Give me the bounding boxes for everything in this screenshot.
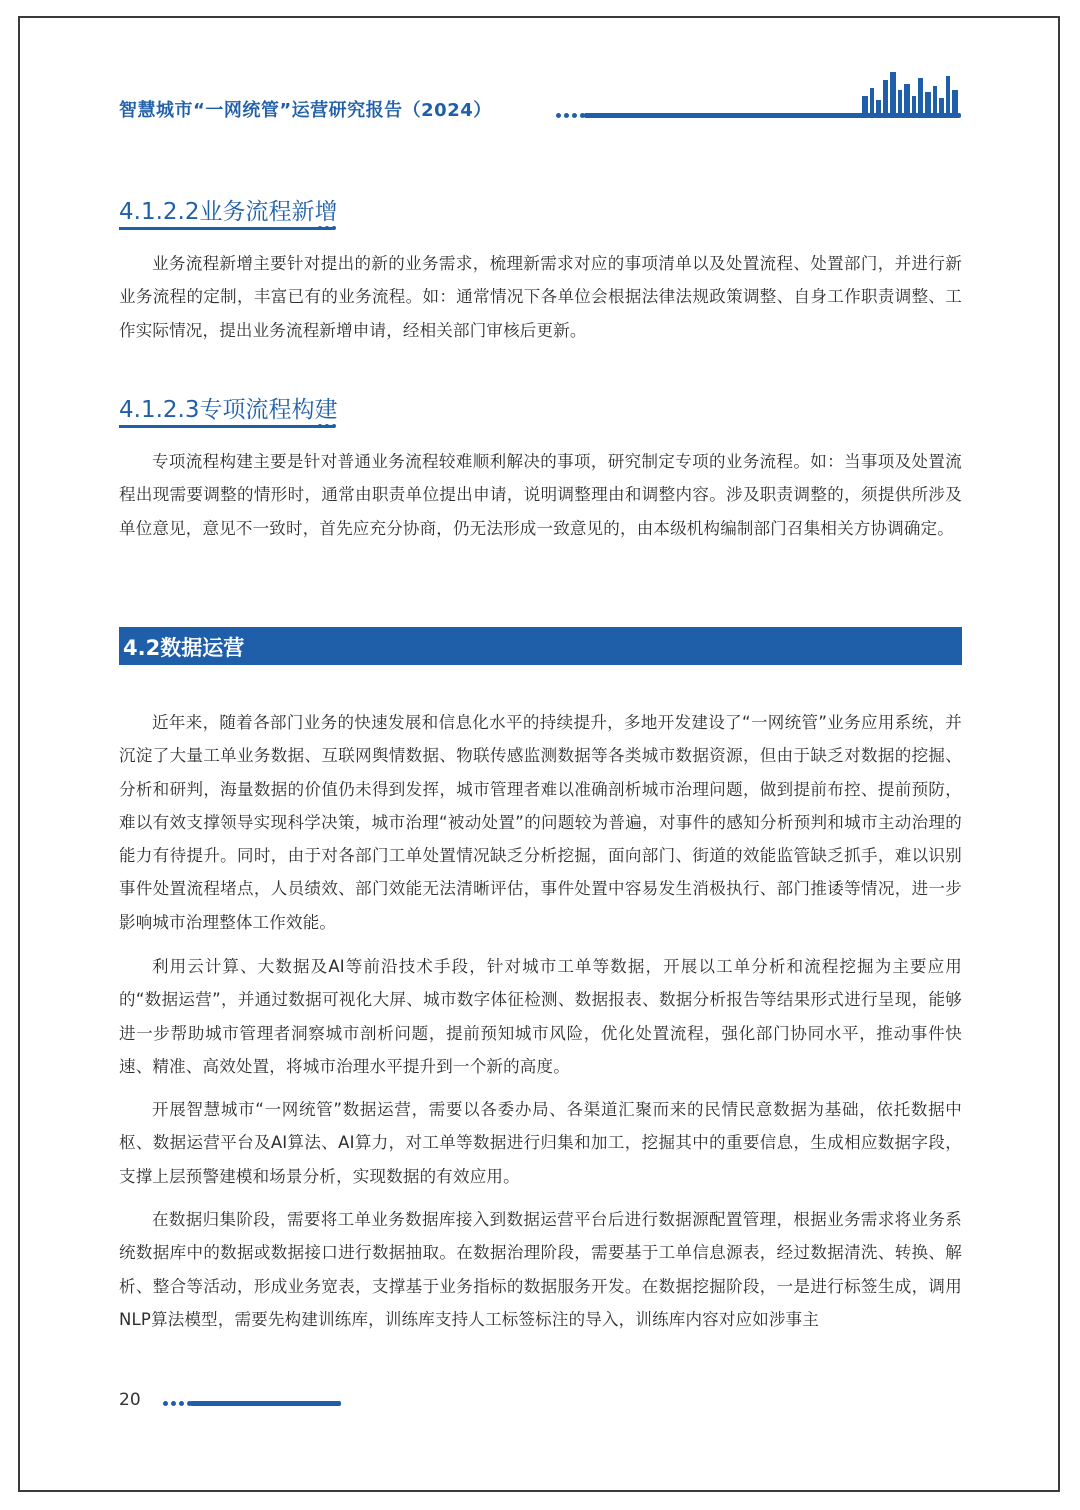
footer-rule [190,1401,341,1406]
section-title: 4.2数据运营 [123,636,245,660]
subsection-underline [119,227,334,230]
page-number: 20 [119,1390,141,1410]
subsection-underline [119,425,334,428]
header-dots [556,113,585,118]
paragraph: 业务流程新增主要针对提出的新的业务需求，梳理新需求对应的事项清单以及处置流程、处置部门，并进行新业务流程的定制，丰富已有的业务流程。如：通常情况下各单位会根据法律法规政策调整、自身工作职责调整、工作实际情况，提出业务流程新增申请，经相关部门审核后更新。 [119,254,962,340]
city-skyline-icon [858,70,962,116]
paragraph: 近年来，随着各部门业务的快速发展和信息化水平的持续提升，多地开发建设了“一网统管”业务应用系统，并沉淀了大量工单业务数据、互联网舆情数据、物联传感监测数据等各类城市数据资源，但由于缺乏对数据的挖掘、分析和研判，海量数据的价值仍未得到发挥，城市管理者难以准确剖析城市治理问题，做到提前布控、提前预防，难以有效支撑领导实现科学决策，城市治理“被动处置”的问题较为普遍，对事件的感知分析预判和城市主动治理的能力有待提升。同时，由于对各部门工单处置情况缺乏分析挖掘，面向部门、街道的效能监管缺乏抓手，难以识别事件处置流程堵点，人员绩效、部门效能无法清晰评估，事件处置中容易发生消极执行、部门推诿等情况，进一步影响城市治理整体工作效能。 [119,713,962,932]
footer-dots [163,1401,192,1406]
subsection-underline-dots [318,226,336,230]
paragraph: 专项流程构建主要是针对普通业务流程较难顺利解决的事项，研究制定专项的业务流程。如：当事项及处置流程出现需要调整的情形时，通常由职责单位提出申请，说明调整理由和调整内容。涉及职责调整的，须提供所涉及单位意见，意见不一致时，首先应充分协商，仍无法形成一致意见的，由本级机构编制部门召集相关方协调确定。 [119,452,962,538]
subsection-heading-4122: 4.1.2.2业务流程新增 [119,199,338,225]
document-title: 智慧城市“一网统管”运营研究报告（2024） [119,100,492,121]
section-title-band [119,627,962,665]
paragraph: 在数据归集阶段，需要将工单业务数据库接入到数据运营平台后进行数据源配置管理，根据业务需求将业务系统数据库中的数据或数据接口进行数据抽取。在数据治理阶段，需要基于工单信息源表，经过数据清洗、转换、解析、整合等活动，形成业务宽表，支撑基于业务指标的数据服务开发。在数据挖掘阶段，一是进行标签生成，调用NLP算法模型，需要先构建训练库，训练库支持人工标签标注的导入，训练库内容对应如涉事主 [119,1210,962,1329]
subsection-underline-dots [318,424,336,428]
paragraph: 利用云计算、大数据及AI等前沿技术手段，针对城市工单等数据，开展以工单分析和流程挖掘为主要应用的“数据运营”，并通过数据可视化大屏、城市数字体征检测、数据报表、数据分析报告等结果形式进行呈现，能够进一步帮助城市管理者洞察城市剖析问题，提前预知城市风险，优化处置流程，强化部门协同水平，推动事件快速、精准、高效处置，将城市治理水平提升到一个新的高度。 [119,957,962,1076]
paragraph: 开展智慧城市“一网统管”数据运营，需要以各委办局、各渠道汇聚而来的民情民意数据为基础，依托数据中枢、数据运营平台及AI算法、AI算力，对工单等数据进行归集和加工，挖掘其中的重要信息，生成相应数据字段，支撑上层预警建模和场景分析，实现数据的有效应用。 [119,1100,962,1186]
subsection-heading-4123: 4.1.2.3专项流程构建 [119,397,338,423]
